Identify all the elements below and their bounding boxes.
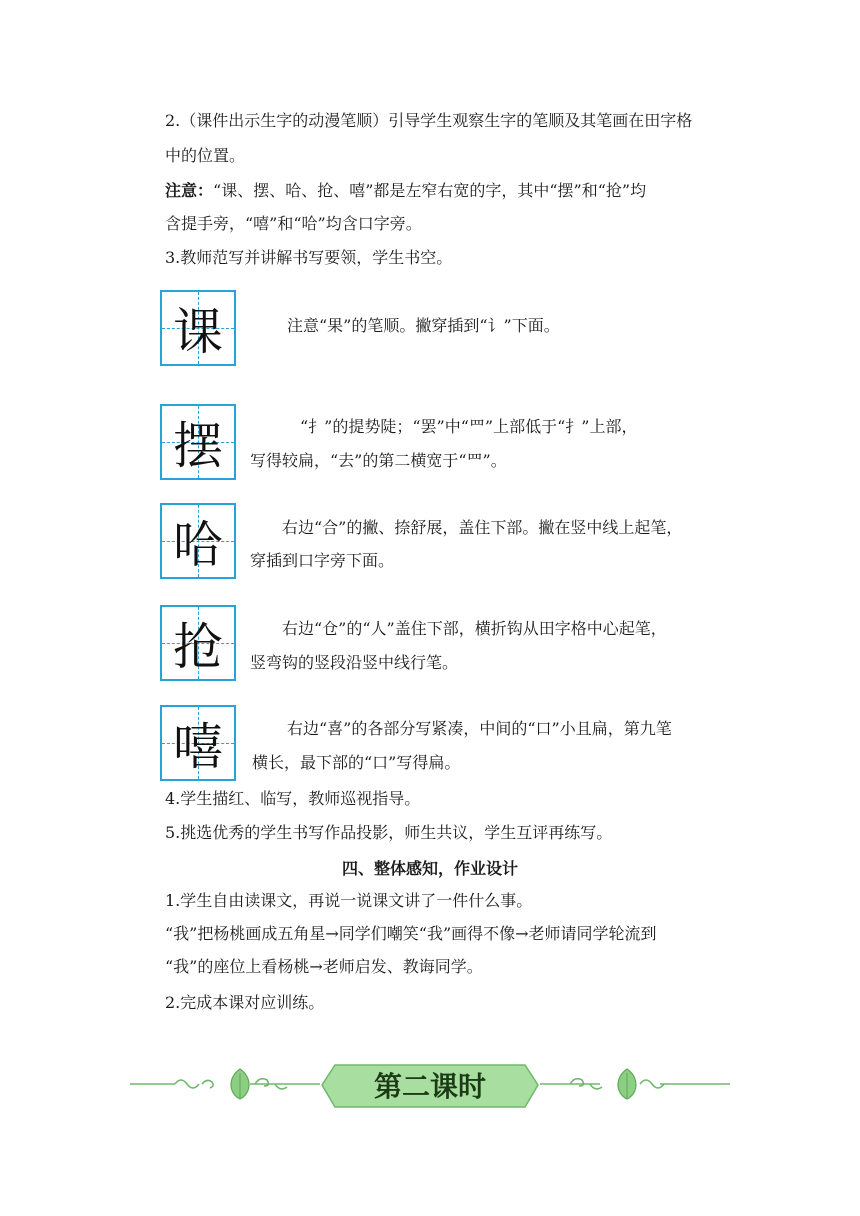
- step3: 3.教师范写并讲解书写要领，学生书空。: [165, 248, 453, 267]
- note-line2: 含提手旁，“嘻”和“哈”均含口字旁。: [165, 214, 422, 233]
- character: 摆: [173, 417, 223, 475]
- step2-line1: 2.（课件出示生字的动漫笔顺）引导学生观察生字的笔顺及其笔画在田字格: [165, 111, 693, 130]
- tianzige-box: [160, 705, 236, 781]
- char-note-line1: 右边“合”的撇、捺舒展，盖住下部。撇在竖中线上起笔，: [282, 518, 683, 537]
- char-note-line2: 写得较扁，“去”的第二横宽于“罒”。: [250, 451, 507, 470]
- character: 课: [173, 303, 223, 361]
- tianzige-box: [160, 290, 236, 366]
- char-note-line1: 右边“仓”的“人”盖住下部，横折钩从田字格中心起笔，: [282, 619, 667, 638]
- step4: 4.学生描红、临写，教师巡视指导。: [165, 789, 421, 808]
- char-note-line1: 右边“喜”的各部分写紧凑，中间的“口”小且扁，第九笔: [287, 719, 672, 738]
- character: 哈: [173, 516, 223, 574]
- char-note-line1: “扌”的提势陡；“罢”中“罒”上部低于“扌”上部，: [300, 417, 638, 436]
- character: 抢: [173, 618, 223, 676]
- char-note-line1: 注意“果”的笔顺。撇穿插到“讠”下面。: [287, 316, 560, 335]
- tianzige-box: [160, 503, 236, 579]
- step2-line2: 中的位置。: [165, 146, 246, 165]
- tianzige-box: [160, 404, 236, 480]
- task1: 1.学生自由读课文，再说一说课文讲了一件什么事。: [165, 891, 533, 910]
- lesson-banner: [130, 1055, 730, 1115]
- note-label: 注意：: [165, 181, 214, 200]
- char-note-line2: 穿插到口字旁下面。: [250, 551, 395, 570]
- answer-line2: “我”的座位上看杨桃→老师启发、教诲同学。: [165, 957, 483, 976]
- task2: 2.完成本课对应训练。: [165, 993, 325, 1012]
- char-note-line2: 横长，最下部的“口”写得扁。: [252, 753, 461, 772]
- answer-line1: “我”把杨桃画成五角星→同学们嘲笑“我”画得不像→老师请同学轮流到: [165, 924, 657, 943]
- char-note-line2: 竖弯钩的竖段沿竖中线行笔。: [250, 653, 459, 672]
- tianzige-box: [160, 605, 236, 681]
- left-vine-decoration: [130, 1079, 320, 1089]
- banner-title: 第二课时: [373, 1070, 487, 1103]
- section-heading: 四、整体感知，作业设计: [341, 859, 518, 878]
- character: 嘻: [173, 718, 223, 776]
- step5: 5.挑选优秀的学生书写作品投影，师生共议，学生互评再练写。: [165, 823, 613, 842]
- note-line1: [165, 180, 646, 202]
- note-text-1: “课、摆、哈、抢、嘻”都是左窄右宽的字，其中“摆”和“抢”均: [213, 181, 647, 200]
